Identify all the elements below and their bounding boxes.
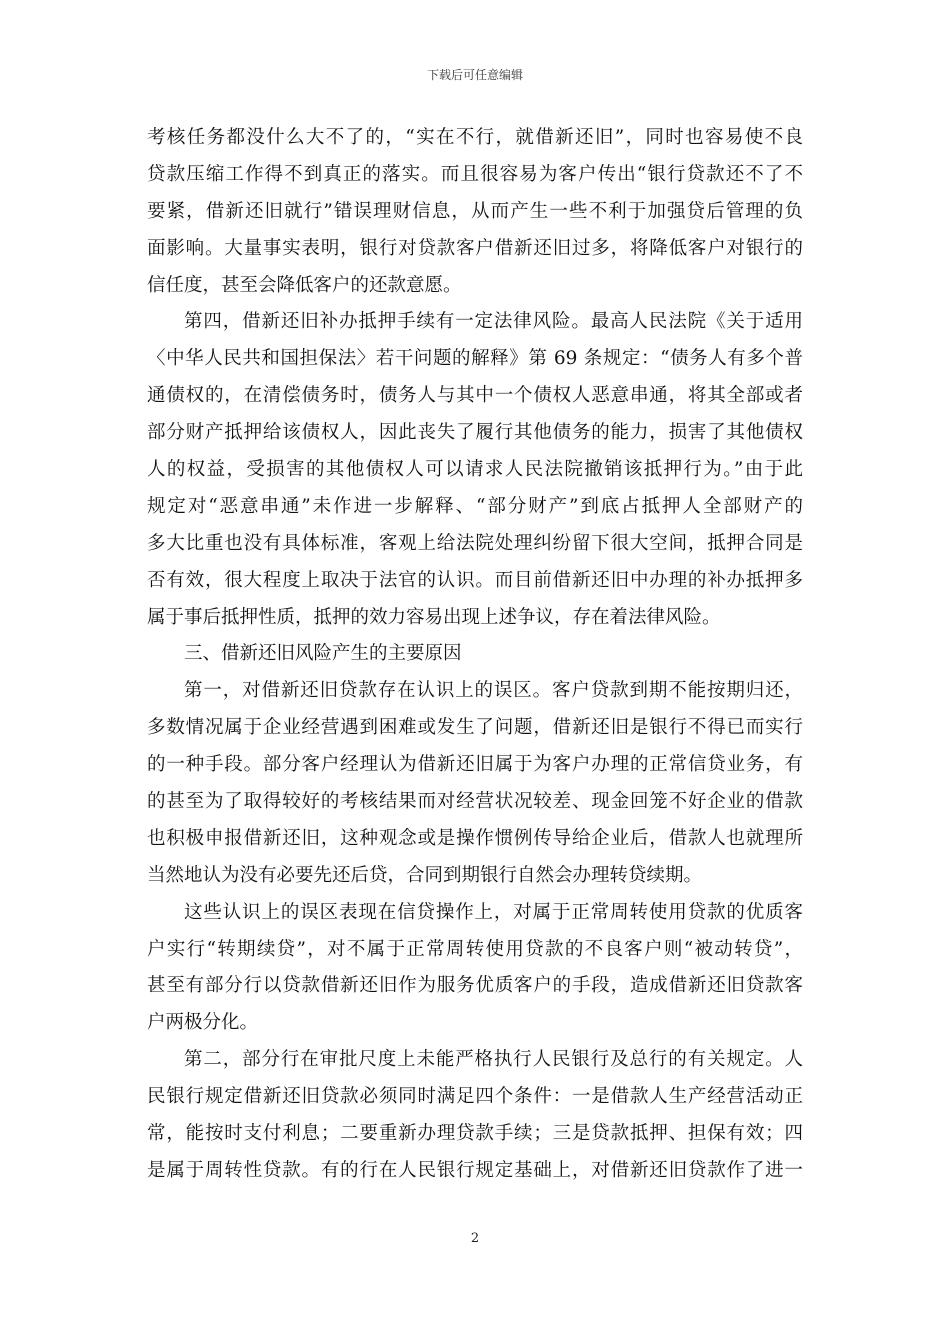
text-line: 多数情况属于企业经营遇到困难或发生了问题，借新还旧是银行不得已而实行 [147,717,803,739]
text-line: 规定对“恶意串通”未作进一步解释、“部分财产”到底占抵押人全部财产的 [147,495,803,517]
text-line: 部分财产抵押给该债权人，因此丧失了履行其他债务的能力，损害了其他债权 [147,422,803,444]
text-line: 贷款压缩工作得不到真正的落实。而且很容易为客户传出“银行贷款还不了不 [147,163,803,185]
section-heading: 三、借新还旧风险产生的主要原因 [184,643,462,665]
text-line: 第二，部分行在审批尺度上未能严格执行人民银行及总行的有关规定。人 [184,1049,803,1071]
text-line: 通债权的，在清偿债务时，债务人与其中一个债权人恶意串通，将其全部或者 [147,385,803,407]
text-line: 是属于周转性贷款。有的行在人民银行规定基础上，对借新还旧贷款作了进一 [147,1159,803,1181]
text-line: 的一种手段。部分客户经理认为借新还旧属于为客户办理的正常信贷业务，有 [147,754,803,776]
page-header-note: 下载后可任意编辑 [426,68,523,82]
text-line: 人的权益，受损害的其他债权人可以请求人民法院撤销该抵押行为。”由于此 [147,459,803,481]
text-line: 户实行“转期续贷”，对不属于正常周转使用贷款的不良客户则“被动转贷”， [147,938,803,960]
text-line: 甚至有部分行以贷款借新还旧作为服务优质客户的手段，造成借新还旧贷款客 [147,975,803,997]
text-line: 当然地认为没有必要先还后贷，合同到期银行自然会办理转贷续期。 [147,864,703,886]
text-line: 常，能按时支付利息；二要重新办理贷款手续；三是贷款抵押、担保有效；四 [147,1123,803,1145]
text-line: 这些认识上的误区表现在信贷操作上，对属于正常周转使用贷款的优质客 [184,901,803,923]
text-line: 考核任务都没什么大不了的，“实在不行，就借新还旧”，同时也容易使不良 [147,127,803,148]
text-line: 的甚至为了取得较好的考核结果而对经营状况较差、现金回笼不好企业的借款 [147,791,803,813]
text-line: 〈中华人民共和国担保法〉若干问题的解释》第 69 条规定：“债务人有多个普 [147,348,803,370]
text-line: 第一，对借新还旧贷款存在认识上的误区。客户贷款到期不能按期归还， [184,680,803,702]
text-line: 也积极申报借新还旧，这种观念或是操作惯例传导给企业后，借款人也就理所 [147,827,803,849]
text-line: 民银行规定借新还旧贷款必须同时满足四个条件：一是借款人生产经营活动正 [147,1086,803,1108]
text-line: 信任度，甚至会降低客户的还款意愿。 [147,274,462,296]
text-line: 多大比重也没有具体标准，客观上给法院处理纠纷留下很大空间，抵押合同是 [147,532,803,554]
text-line: 属于事后抵押性质，抵押的效力容易出现上述争议，存在着法律风险。 [147,606,721,628]
document-body [147,120,803,1190]
text-line: 第四，借新还旧补办抵押手续有一定法律风险。最高人民法院《关于适用 [184,311,803,333]
text-line: 否有效，很大程度上取决于法官的认识。而目前借新还旧中办理的补办抵押多 [147,569,803,591]
text-line: 面影响。大量事实表明，银行对贷款客户借新还旧过多，将降低客户对银行的 [147,237,803,259]
text-line: 要紧，借新还旧就行”错误理财信息，从而产生一些不利于加强贷后管理的负 [147,200,803,222]
text-line: 户两极分化。 [147,1012,259,1034]
page-number: 2 [470,1231,480,1246]
